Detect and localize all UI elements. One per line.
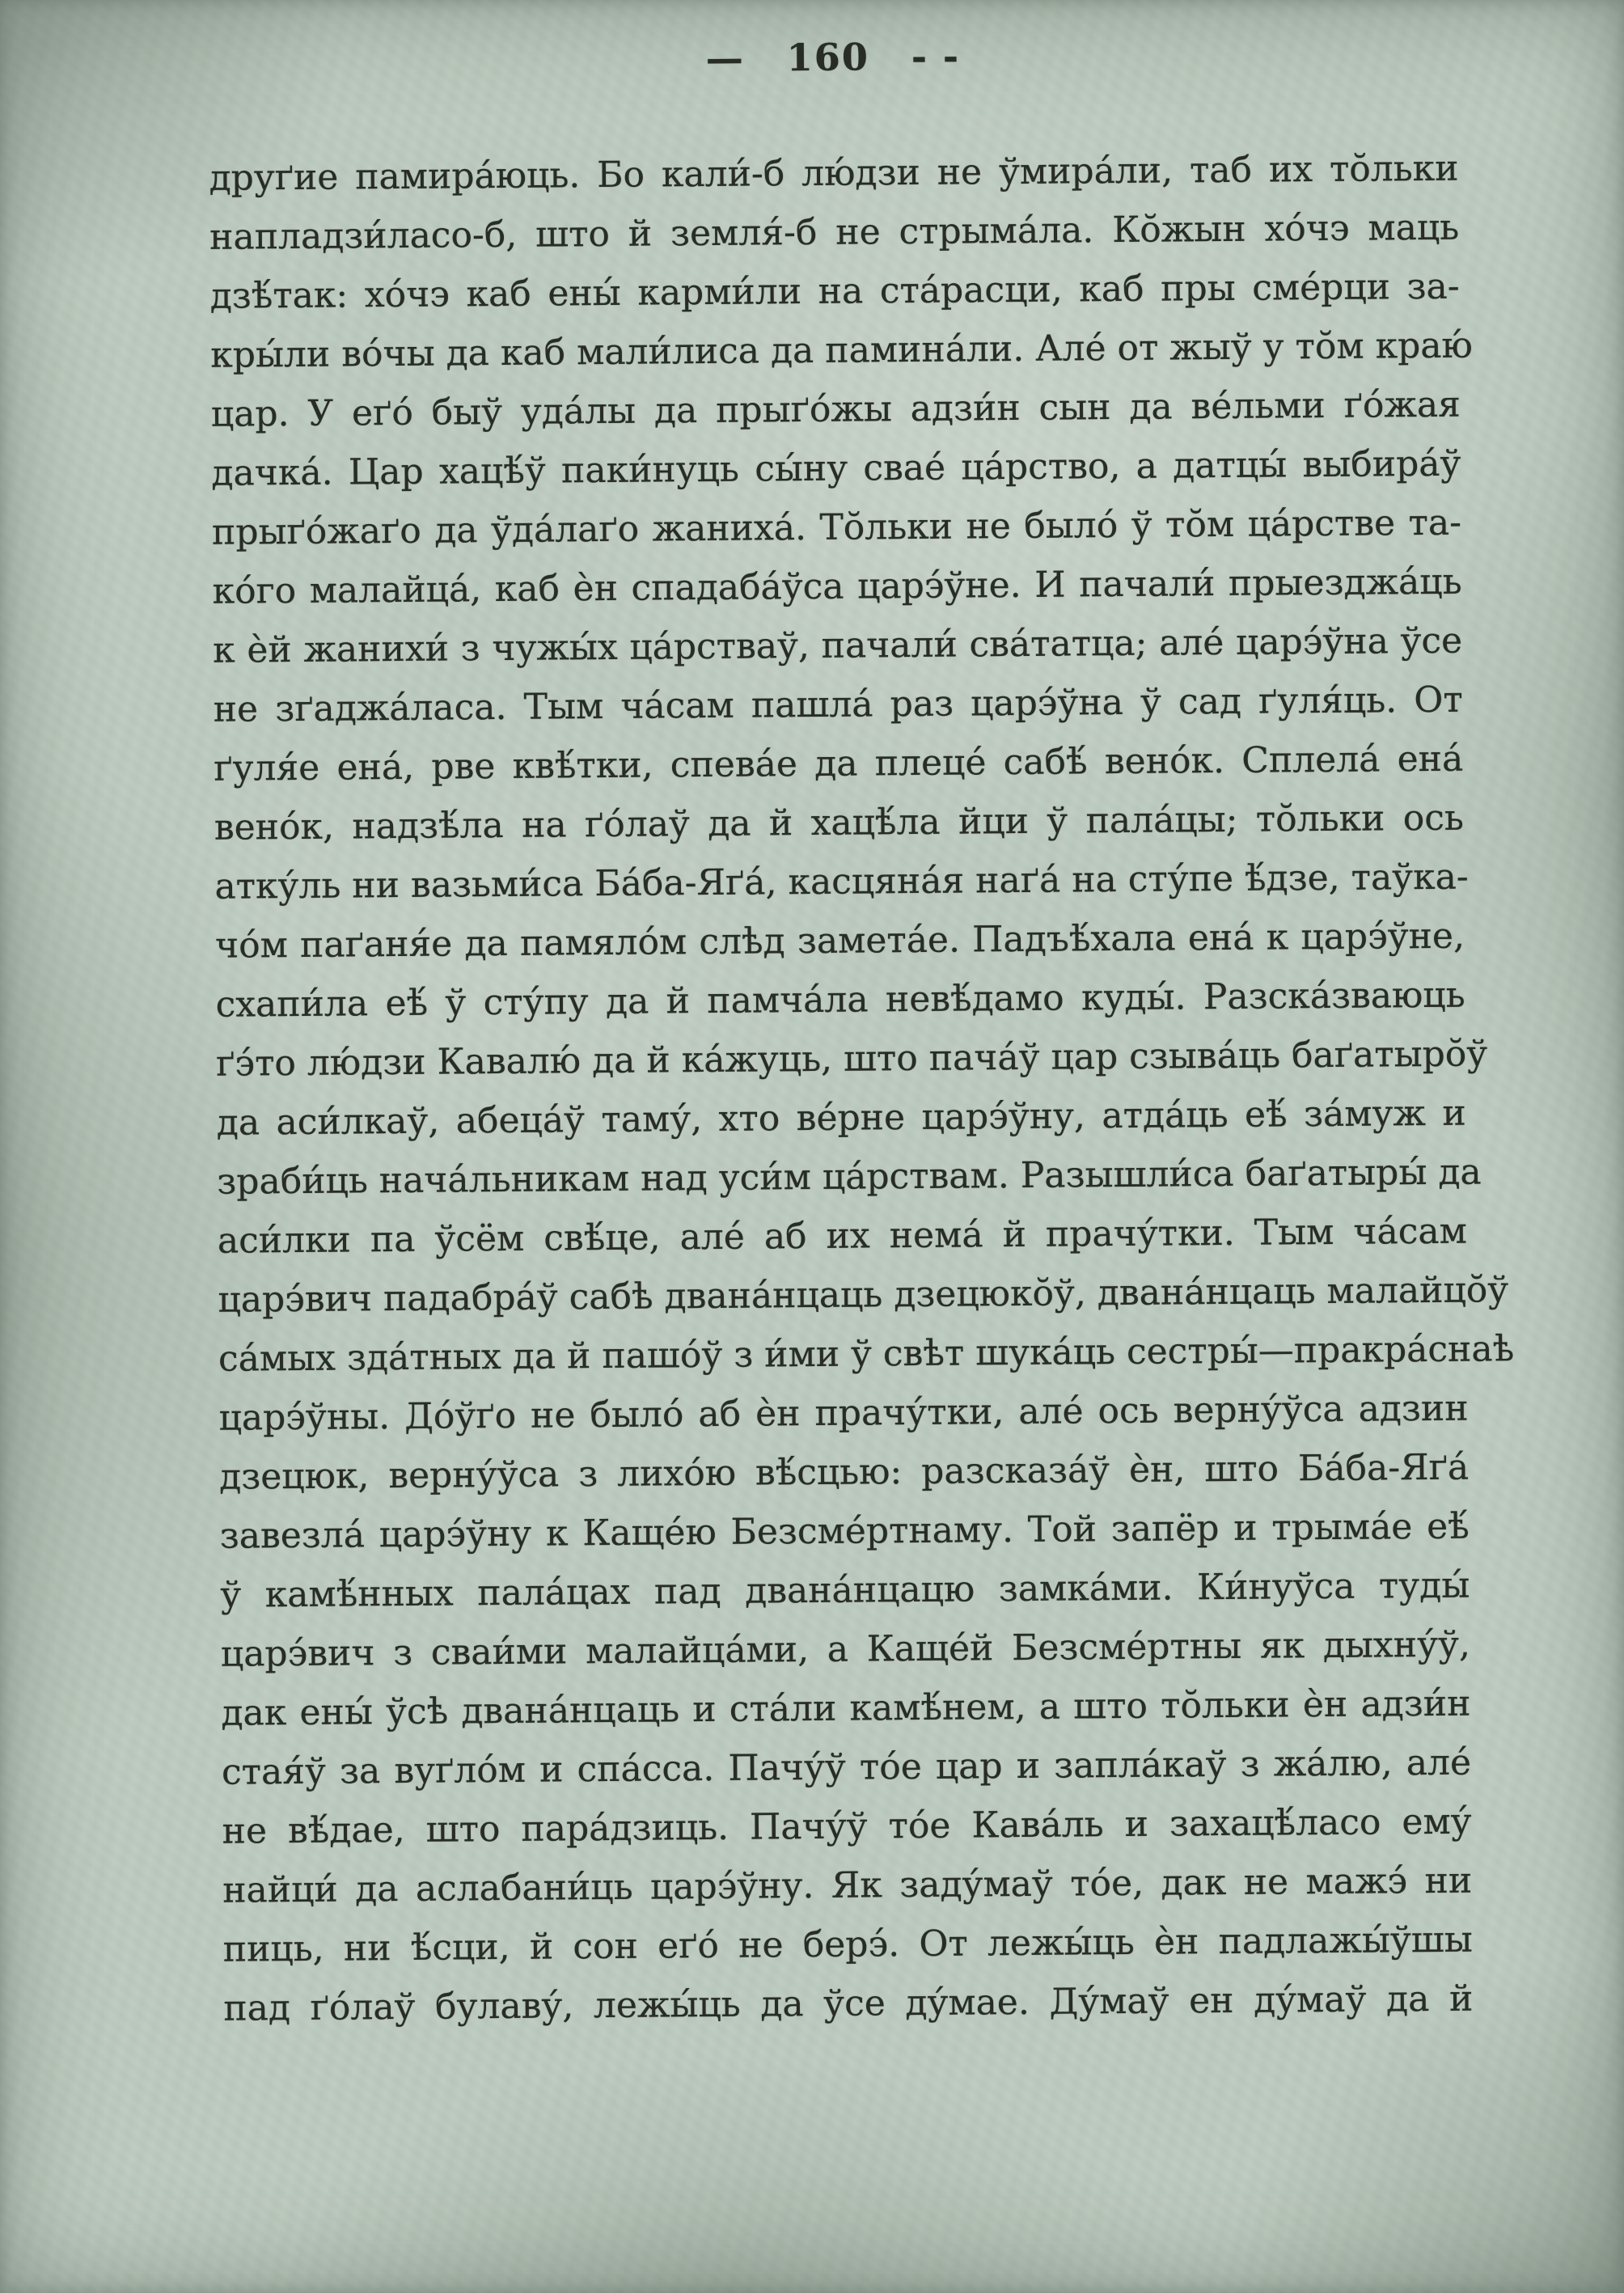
text-line: да аси́лкаў, абеца́ў таму́, хто ве́рне царэ́ўну, атда́ць еѣ́ за́муж и: [216, 1092, 1466, 1144]
text-line: цар. У еґо́ быў уда́лы да прыґо́жы адзи́н сын да ве́льми ґо́жая: [210, 383, 1461, 435]
text-line: царэ́ўны. До́ўґо не было́ аб ѐн прачу́тки, але́ ось верну́ўса адзин: [218, 1387, 1469, 1439]
text-line: не зґаджа́ласа. Тым ча́сам пашла́ раз царэ́ўна ў сад ґуля́ць. От: [213, 679, 1463, 730]
text-line: вено́к, надзѣ́ла на ґо́лаў да й хацѣ́ла йци ў пала́цы; то̆льки ось: [214, 797, 1465, 848]
text-line: дак ены́ ўсѣ двана́нцаць и ста́ли камѣ́нем, а што то̆льки ѐн адзи́н: [221, 1682, 1471, 1734]
text-line: ко́го малайца́, каб ѐн спадаба́ўса царэ́ўне. И пачали́ прыезджа́ць: [212, 561, 1462, 612]
text-line: царэ́вич падабра́ў сабѣ двана́нцаць дзецюко̆ў, двана́нцаць малайцо̆ў: [218, 1269, 1509, 1321]
header-dash-right: - -: [911, 34, 961, 78]
text-line: к ѐй жанихи́ з чужы́х ца́рстваў, пачали́ сва́татца; але́ царэ́ўна ўсе: [212, 620, 1463, 671]
text-line: найци́ да аслабани́ць царэ́ўну. Як заду́маў то́е, дак не мажэ́ ни: [222, 1859, 1473, 1911]
text-line: дзѣ́так: хо́чэ каб ены́ карми́ли на ста́расци, каб пры сме́рци за-: [209, 265, 1460, 317]
text-line: пад ґо́лаў булаву́, лежы́ць да ўсе ду́мае. Ду́маў ен ду́маў да й: [223, 1978, 1474, 2029]
text-line: атку́ль ни вазьми́са Ба́ба-Яґа́, касцяна́я наґа́ на сту́пе ѣ́дзе, таўка-: [214, 856, 1469, 907]
text-line: ґуля́е ена́, рве квѣ́тки, спева́е да плеце́ сабѣ́ вено́к. Сплела́ ена́: [214, 738, 1464, 789]
text-line: кры́ли во́чы да каб мали́лиса да памина́ли. Але́ от жыў у то̆м краю́: [210, 324, 1473, 376]
page-header: [208, 31, 1457, 84]
text-line: не вѣ́дае, што пара́дзиць. Пачу́ў то́е Кава́ль и захацѣ́ласо ему́: [222, 1800, 1472, 1852]
text-line: ў камѣ́нных пала́цах пад двана́нцацю замка́ми. Ки́нуўса туды́: [220, 1564, 1470, 1616]
text-line: пиць, ни ѣ́сци, й сон еґо́ не берэ́. От лежы́ць ѐн падлажы́ўшы: [222, 1919, 1473, 1970]
text-line: друґие памира́юць. Бо кали́-б лю́дзи не ўмира́ли, таб их то̆льки: [209, 147, 1459, 199]
text-line: дзецюк, верну́ўса з лихо́ю вѣ́сцью: разсказа́ў ѐн, што Ба́ба-Яґа́: [218, 1446, 1470, 1498]
header-dash-left: —: [705, 36, 746, 80]
text-line: прыґо́жаґо да ўда́лаґо жаниха́. То̆льки не было́ ў то̆м ца́рстве та-: [211, 501, 1462, 553]
text-line: стая́ў за вуґло́м и спа́сса. Пачу́ў то́е цар и запла́каў з жа́лю, але́: [221, 1741, 1472, 1793]
page-number: 160: [786, 35, 870, 80]
text-line: зраби́ць нача́льникам над уси́м ца́рствам. Разышли́са баґатыры́ да: [217, 1151, 1482, 1203]
text-line: дачка́. Цар хацѣ́ў паки́нуць сы́ну свае́ ца́рство, а датцы́ выбира́ў: [211, 442, 1461, 494]
text-line: аси́лки па ўсём свѣ́це, але́ аб их нема́ й прачу́тки. Тым ча́сам: [217, 1210, 1468, 1262]
text-line: са́мых зда́тных да й пашо́ў з и́ми ў свѣт шука́ць сестры́—пракра́снаѣ: [218, 1328, 1515, 1380]
text-line: царэ́вич з сваи́ми малайца́ми, а Каще́й Безсме́ртны як дыхну́ў,: [220, 1623, 1471, 1675]
text-line: чо́м паґаня́е да памяло́м слѣд замета́е. Падъѣ́хала ена́ к царэ́ўне,: [214, 915, 1465, 967]
text-line: завезла́ царэ́ўну к Каще́ю Безсме́ртнаму. Той запёр и трыма́е еѣ́: [219, 1505, 1470, 1557]
text-line: ґэ́то лю́дзи Кавалю́ да й ка́жуць, што пача́ў цар сзыва́ць баґатыро̆ў: [215, 1033, 1488, 1085]
text-line: напладзи́ласо-б, што й земля́-б не стрыма́ла. Ко̆жын хо́чэ маць: [209, 206, 1460, 258]
body-text: [209, 139, 1515, 2038]
text-line: схапи́ла еѣ́ ў сту́пу да й памча́ла невѣ́дамо куды́. Разска́зваюць: [215, 974, 1465, 1026]
